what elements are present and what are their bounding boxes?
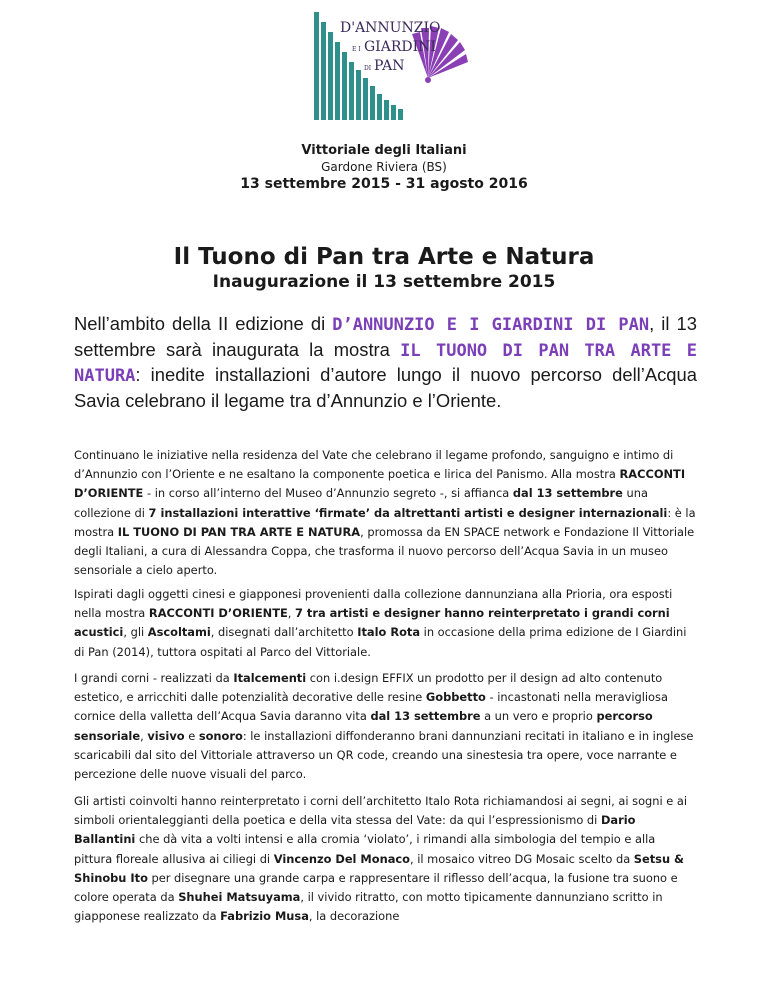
logo-line-3a: DI [364, 65, 372, 72]
p3-bold-3: dal 13 settembre [370, 709, 481, 724]
p4-text-1: Gli artisti coinvolti hanno reinterpretato i corni dell’architetto Italo Rota richiamandosi ai segni, ai sogni e ai simboli orientaleggianti della poetica e della vita stessa del Vate: da qui l’espressionismo di [74, 794, 688, 828]
p2-text-5: in occasione della prima edizione de I Giardini di Pan (2014), tuttora ospitati al Parco del Vittoriale. [74, 625, 687, 659]
p3-text-6: e [184, 728, 199, 743]
p3-text-3: - incastonati nella meravigliosa cornice della valletta dell’Acqua Savia daranno vita [74, 690, 668, 724]
p3-text-7: : le installazioni diffonderanno brani dannunziani recitati in italiano e in inglese scaricabili dal sito del Vittoriale attraverso un QR code, creando una sinestesia tra opere, voce narrante e percezione delle nuove visuali del parco. [74, 728, 694, 782]
lead-paragraph [74, 312, 697, 413]
p1-bold-1: RACCONTI D’ORIENTE [74, 467, 686, 501]
p2-bold-3: Ascoltami [147, 625, 211, 640]
p4-bold-3: Setsu & Shinobu Ito [74, 851, 684, 885]
p3-text-2: con i.design EFFIX un prodotto per il design ad alto contenuto estetico, e arricchiti dalle potenzialità decorative delle resine [74, 671, 663, 705]
venue-name: Vittoriale degli Italiani [301, 143, 467, 158]
p2-text-2: , [287, 606, 296, 621]
body-paragraph-1 [74, 446, 696, 580]
p4-bold-5: Fabrizio Musa [220, 909, 309, 924]
p3-bold-5: visivo [147, 728, 185, 743]
exhibition-dates: 13 settembre 2015 - 31 agosto 2016 [240, 176, 528, 192]
p1-text-5: , promossa da EN SPACE network e Fondazione Il Vittoriale degli Italiani, a cura di Alessandra Coppa, che trasforma il nuovo percorso dell’Acqua Savia in un museo sensoriale a cielo aperto. [74, 524, 695, 578]
p3-bold-6: sonoro [198, 728, 243, 743]
p3-bold-4: percorso sensoriale [74, 709, 653, 743]
p4-text-4: per disegnare una grande carpa e rappresentare il riflesso dell’acqua, la fusione tra suono e colore operata da [74, 870, 678, 905]
p2-bold-1: RACCONTI D’ORIENTE [148, 606, 288, 621]
venue-city: Gardone Riviera (BS) [321, 160, 447, 174]
logo-line-1: D'ANNUNZIO [340, 20, 441, 36]
p2-text-3: , gli [123, 625, 148, 640]
p4-text-6: , la decorazione [308, 909, 400, 924]
document-title: Il Tuono di Pan tra Arte e Natura [173, 244, 595, 270]
p1-text-1: Continuano le iniziative nella residenza del Vate che celebrano il legame profondo, sanguigno e intimo di d’Annunzio con l’Oriente e ne esaltano la componente poetica e lirica del Panismo. Alla mostra [74, 448, 674, 482]
body-paragraph-2 [74, 585, 696, 662]
p4-text-5: , il vivido ritratto, con motto tipicamente dannunziano scritto in giapponese realizzato da [74, 890, 663, 924]
document-subtitle: Inaugurazione il 13 settembre 2015 [212, 272, 556, 292]
lead-highlight-festival: D’ANNUNZIO E I GIARDINI DI PAN [332, 315, 650, 335]
p1-text-3: una collezione di [74, 486, 648, 520]
p1-text-2: - in corso all’interno del Museo d’Annunzio segreto -, si affianca [143, 486, 513, 501]
p2-text-4: , disegnati dall’architetto [210, 625, 358, 640]
logo-line-2b: GIARDINI [364, 39, 436, 55]
p1-bold-3: 7 installazioni interattive ‘firmate’ da altrettanti artisti e designer internazionali [148, 505, 668, 520]
p1-bold-4: IL TUONO DI PAN TRA ARTE E NATURA [117, 524, 361, 539]
p1-text-4: : è la mostra [74, 505, 696, 539]
p4-text-2: che dà vita a volti intensi e alla cromia ‘violato’, i rimandi alla simbologia del tempio e alla pittura floreale allusiva ai ciliegi di [74, 832, 656, 866]
lead-text-1: Nell’ambito della II edizione di [74, 313, 333, 334]
p3-text-5: , [140, 728, 148, 743]
logo-line-2a: E I [352, 46, 361, 53]
p3-bold-1: Italcementi [233, 671, 307, 685]
p4-bold-1: Dario Ballantini [74, 813, 636, 847]
dannunzio-giardini-pan-logo [300, 8, 470, 124]
p3-bold-2: Gobbetto [425, 690, 486, 705]
p2-bold-2: 7 tra artisti e designer hanno reinterpretato i grandi corni acustici [74, 606, 670, 640]
p2-text-1: Ispirati dagli oggetti cinesi e giapponesi provenienti dalla collezione dannunziana alla Prioria, ora esposti nella mostra [74, 587, 673, 621]
p4-bold-4: Shuhei Matsuyama [178, 890, 301, 905]
lead-text-2: , il 13 settembre sarà inaugurata la mostra [74, 313, 697, 360]
lead-text-3: : inedite installazioni d’autore lungo il nuovo percorso dell’Acqua Savia celebrano il legame tra d’Annunzio e l’Oriente. [74, 364, 697, 411]
lead-highlight-exhibition: IL TUONO DI PAN TRA ARTE E NATURA [74, 340, 698, 387]
p3-text-4: a un vero e proprio [480, 709, 597, 724]
p4-text-3: , il mosaico vitreo DG Mosaic scelto da [409, 851, 634, 866]
logo-line-3b: PAN [374, 58, 405, 74]
p1-bold-2: dal 13 settembre [512, 486, 623, 501]
body-paragraph-3 [74, 669, 696, 784]
body-paragraph-4 [74, 792, 696, 926]
p4-bold-2: Vincenzo Del Monaco [273, 851, 410, 866]
p3-text-1: I grandi corni - realizzati da [74, 671, 234, 685]
p2-bold-4: Italo Rota [357, 625, 421, 640]
